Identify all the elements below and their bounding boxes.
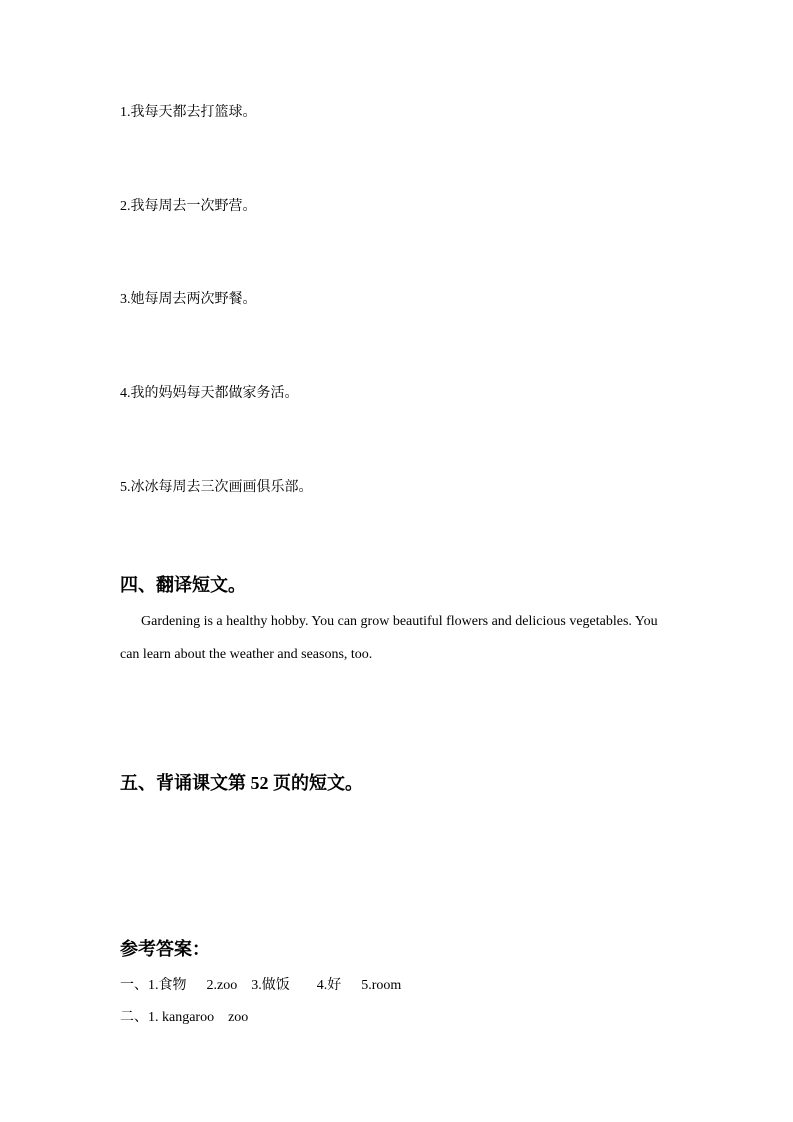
answer-item: 2.zoo	[206, 978, 238, 993]
answer-item: zoo	[228, 1010, 249, 1025]
answer-item: 3.做饭	[251, 978, 290, 993]
answers-title: 参考答案：	[120, 939, 210, 959]
sentence-4: 4.我的妈妈每天都做家务活。	[120, 386, 299, 401]
sentence-2: 2.我每周去一次野营。	[120, 199, 257, 214]
answer-item: 5.room	[361, 978, 402, 993]
answer-item: 1.食物	[148, 978, 187, 993]
answer-line-2-prefix: 二、	[120, 1010, 148, 1025]
section-4-passage: Gardening is a healthy hobby. You can grow beautiful flowers and delicious vegetables. You can learn about the weather and seasons, too.	[120, 614, 658, 662]
answer-item: 1. kangaroo	[148, 1010, 215, 1025]
sentence-1: 1.我每天都去打篮球。	[120, 105, 257, 120]
answer-line-1	[120, 977, 401, 995]
sentence-5: 5.冰冰每周去三次画画俱乐部。	[120, 480, 313, 495]
answer-item: 4.好	[316, 978, 342, 993]
section-4-title: 四、翻译短文。	[120, 575, 246, 595]
sentence-3: 3.她每周去两次野餐。	[120, 292, 257, 307]
section-5-title: 五、背诵课文第 52 页的短文。	[120, 773, 363, 793]
answer-line-1-prefix: 一、	[120, 978, 148, 993]
answer-line-2	[120, 1009, 248, 1027]
